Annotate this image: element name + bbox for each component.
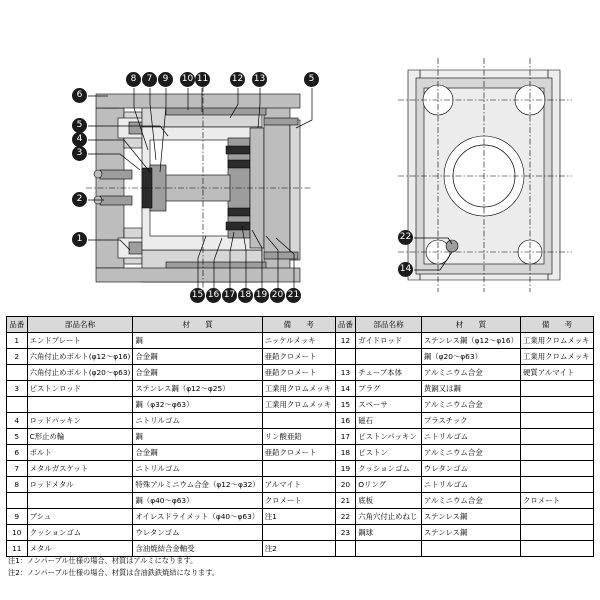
cell-material-left: 鋼（φ32～φ63）	[133, 397, 262, 413]
th-remark-left: 備 考	[262, 317, 335, 333]
cell-material-right: アルミニウム合金	[421, 445, 520, 461]
cell-name-left: ロッドメタル	[27, 477, 133, 493]
cell-remark-right: 工業用クロムメッキ	[521, 349, 594, 365]
parts-table	[6, 316, 594, 557]
table-row	[7, 509, 594, 525]
cell-material-right: ウレタンゴム	[421, 461, 520, 477]
cell-remark-right	[521, 413, 594, 429]
cell-name-right: 底板	[356, 493, 422, 509]
th-name-left: 部品名称	[27, 317, 133, 333]
cell-material-right: 鋼（φ20～φ63）	[421, 349, 520, 365]
cell-no-right: 15	[335, 397, 356, 413]
cell-remark-left: 亜鉛クロメート	[262, 365, 335, 381]
cell-name-left	[27, 493, 133, 509]
cell-remark-left: 工業用クロムメッキ	[262, 397, 335, 413]
cell-remark-left: 注2	[262, 541, 335, 557]
callout-10: 10	[180, 72, 195, 87]
callout-19: 19	[254, 288, 269, 303]
cell-material-left: ニトリルゴム	[133, 413, 262, 429]
cell-material-left: 合金鋼	[133, 365, 262, 381]
table-row	[7, 349, 594, 365]
cell-name-right: ガイドロッド	[356, 333, 422, 349]
table-row	[7, 333, 594, 349]
cell-no-left: 2	[7, 349, 28, 365]
table-row	[7, 525, 594, 541]
table-row	[7, 461, 594, 477]
callout-22: 22	[398, 230, 413, 245]
cell-no-right: 23	[335, 525, 356, 541]
cell-no-right: 22	[335, 509, 356, 525]
cell-remark-right: 硬質アルマイト	[521, 365, 594, 381]
cell-remark-left: ニッケルメッキ	[262, 333, 335, 349]
th-name-right: 部品名称	[356, 317, 422, 333]
cell-name-right	[356, 349, 422, 365]
cell-no-right	[335, 349, 356, 365]
th-material-right: 材 質	[421, 317, 520, 333]
cell-remark-left: アルマイト	[262, 477, 335, 493]
cell-material-right: ニトリルゴム	[421, 429, 520, 445]
cell-name-left: 六角付止めボルト(φ20～φ63)	[27, 365, 133, 381]
cell-material-left: 鋼	[133, 429, 262, 445]
cell-remark-right	[521, 525, 594, 541]
cell-name-right	[356, 541, 422, 557]
table-row	[7, 381, 594, 397]
callout-6: 6	[72, 88, 87, 103]
cell-material-right: アルミニウム合金	[421, 493, 520, 509]
table-row	[7, 493, 594, 509]
callout-15: 15	[190, 288, 205, 303]
cell-name-right: 六角穴付止めねじ	[356, 509, 422, 525]
callout-8: 8	[126, 72, 141, 87]
cell-material-left: 合金鋼	[133, 445, 262, 461]
cell-name-left: ボルト	[27, 445, 133, 461]
table-header-row	[7, 317, 594, 333]
cell-no-left: 5	[7, 429, 28, 445]
cell-no-right: 16	[335, 413, 356, 429]
cell-no-right: 20	[335, 477, 356, 493]
table-row	[7, 477, 594, 493]
callout-1: 1	[72, 232, 87, 247]
cell-no-right: 12	[335, 333, 356, 349]
cell-no-left: 7	[7, 461, 28, 477]
cell-remark-left	[262, 461, 335, 477]
cell-no-right: 14	[335, 381, 356, 397]
cell-remark-right: クロメート	[521, 493, 594, 509]
table-row	[7, 445, 594, 461]
cell-no-left: 11	[7, 541, 28, 557]
cell-remark-left: 注1	[262, 509, 335, 525]
cell-remark-right	[521, 381, 594, 397]
cell-no-left	[7, 397, 28, 413]
cell-material-right: プラスチック	[421, 413, 520, 429]
callout-2: 2	[72, 192, 87, 207]
table-row	[7, 397, 594, 413]
cell-no-left: 9	[7, 509, 28, 525]
cell-name-right: ピストンパッキン	[356, 429, 422, 445]
cell-name-right: 鋼球	[356, 525, 422, 541]
cell-material-left: 合金鋼	[133, 349, 262, 365]
cell-remark-left: 亜鉛クロメート	[262, 349, 335, 365]
cell-name-right: Oリング	[356, 477, 422, 493]
callout-17: 17	[222, 288, 237, 303]
cell-remark-left	[262, 413, 335, 429]
callout-7: 7	[142, 72, 157, 87]
table-row	[7, 365, 594, 381]
cell-material-left: ウレタンゴム	[133, 525, 262, 541]
cell-name-left: クッションゴム	[27, 525, 133, 541]
cell-name-right: チューブ本体	[356, 365, 422, 381]
cell-material-right: 黄銅又は鋼	[421, 381, 520, 397]
cell-material-left: 鋼（φ40～φ63）	[133, 493, 262, 509]
cell-name-left	[27, 397, 133, 413]
callout-5: 5	[72, 118, 87, 133]
cell-remark-right	[521, 429, 594, 445]
callout-16: 16	[206, 288, 221, 303]
cell-name-left: ロッドパッキン	[27, 413, 133, 429]
cell-material-right	[421, 541, 520, 557]
cell-remark-left: リン酸亜鉛	[262, 429, 335, 445]
note-2: 注2：ノンパーブル仕様の場合、材質は含油鉄鉄焼結になります。	[8, 568, 219, 577]
cell-remark-right	[521, 477, 594, 493]
note-1: 注1：ノンパーブル仕様の場合、材質はアルミになります。	[8, 556, 198, 565]
cell-name-left: メタルガスケット	[27, 461, 133, 477]
callout-21: 21	[286, 288, 301, 303]
cell-no-right: 19	[335, 461, 356, 477]
callout-5b: 5	[304, 72, 319, 87]
cell-remark-right	[521, 461, 594, 477]
cell-name-left: ブシュ	[27, 509, 133, 525]
cell-material-left: 鋼	[133, 333, 262, 349]
callout-20: 20	[270, 288, 285, 303]
cell-material-left: 含油焼結合金軸受	[133, 541, 262, 557]
cell-remark-left: 亜鉛クロメート	[262, 445, 335, 461]
cell-remark-left: クロメート	[262, 493, 335, 509]
cell-remark-right	[521, 397, 594, 413]
cell-material-right: ニトリルゴム	[421, 477, 520, 493]
cell-remark-right: 工業用クロムメッキ	[521, 333, 594, 349]
cell-name-left: C形止め輪	[27, 429, 133, 445]
cell-no-left: 4	[7, 413, 28, 429]
cell-no-right	[335, 541, 356, 557]
cell-remark-right	[521, 541, 594, 557]
cell-name-right: クッションゴム	[356, 461, 422, 477]
cell-no-right: 21	[335, 493, 356, 509]
cell-no-left: 1	[7, 333, 28, 349]
cell-name-right: スペーサ	[356, 397, 422, 413]
callout-4: 4	[72, 132, 87, 147]
callout-3: 3	[72, 146, 87, 161]
cell-name-left: メタル	[27, 541, 133, 557]
cell-remark-left	[262, 525, 335, 541]
table-row	[7, 413, 594, 429]
table-row	[7, 541, 594, 557]
cell-material-left: ニトリルゴム	[133, 461, 262, 477]
cell-material-left: ステンレス鋼（φ12～φ25）	[133, 381, 262, 397]
cell-material-right: アルミニウム合金	[421, 365, 520, 381]
cell-name-left: 六角付止めボルト(φ12～φ16)	[27, 349, 133, 365]
callout-9: 9	[158, 72, 173, 87]
cell-no-left	[7, 493, 28, 509]
cell-name-left: ピストンロッド	[27, 381, 133, 397]
cell-no-left: 3	[7, 381, 28, 397]
cell-remark-left: 工業用クロムメッキ	[262, 381, 335, 397]
callout-12: 12	[230, 72, 245, 87]
cell-material-right: ステンレス鋼	[421, 525, 520, 541]
th-no-right: 品番	[335, 317, 356, 333]
cell-no-right: 17	[335, 429, 356, 445]
cell-material-left: オイレスドライメット（φ40～φ63）	[133, 509, 262, 525]
cell-remark-right	[521, 445, 594, 461]
cell-name-right: 磁石	[356, 413, 422, 429]
cell-material-right: アルミニウム合金	[421, 397, 520, 413]
table-body	[7, 333, 594, 557]
callout-14: 14	[398, 262, 413, 277]
cell-name-left: エンドプレート	[27, 333, 133, 349]
cell-material-right: ステンレス鋼	[421, 509, 520, 525]
table-row	[7, 429, 594, 445]
callout-11: 11	[195, 72, 210, 87]
cell-no-left: 6	[7, 445, 28, 461]
th-material-left: 材 質	[133, 317, 262, 333]
cell-no-left: 10	[7, 525, 28, 541]
callout-13: 13	[252, 72, 267, 87]
cell-name-right: ピストン	[356, 445, 422, 461]
cell-name-right: プラグ	[356, 381, 422, 397]
cell-no-left	[7, 365, 28, 381]
cell-no-left: 8	[7, 477, 28, 493]
cell-no-right: 18	[335, 445, 356, 461]
cell-remark-right	[521, 509, 594, 525]
th-no-left: 品番	[7, 317, 28, 333]
th-remark-right: 備 考	[521, 317, 594, 333]
callout-18: 18	[238, 288, 253, 303]
cell-no-right: 13	[335, 365, 356, 381]
cell-material-right: ステンレス鋼（φ12～φ16）	[421, 333, 520, 349]
cell-material-left: 特殊アルミニウム合金（φ12～φ32）	[133, 477, 262, 493]
